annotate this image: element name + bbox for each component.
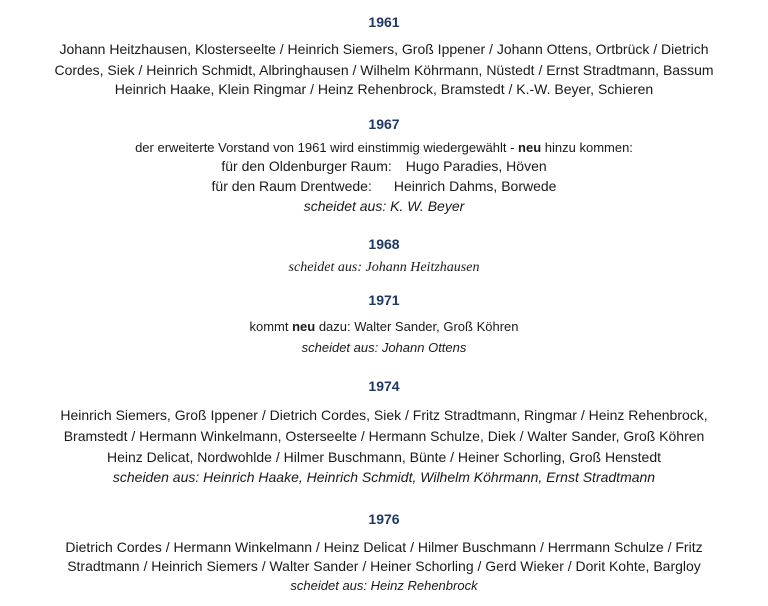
member-line: Heinrich Siemers, Groß Ippener / Dietrich Cordes, Siek / Fritz Stradtmann, Ringmar / Heinz Rehenbrock, bbox=[60, 407, 708, 423]
intro-text: der erweiterte Vorstand von 1961 wird einstimmig wiedergewählt - bbox=[135, 140, 519, 155]
joins-text-end: dazu: Walter Sander, Groß Köhren bbox=[315, 319, 519, 334]
addition-value: Hugo Paradies, Höven bbox=[405, 158, 547, 174]
addition-value: Heinrich Dahms, Borwede bbox=[393, 178, 557, 194]
member-line: Cordes, Siek / Heinrich Schmidt, Albringhausen / Wilhelm Köhrmann, Nüstedt / Ernst Stradtmann, Bassum bbox=[54, 62, 714, 78]
member-line: Johann Heitzhausen, Klosterseelte / Heinrich Siemers, Groß Ippener / Johann Ottens, Ortbrück / Dietrich bbox=[59, 41, 709, 57]
member-line: Heinrich Haake, Klein Ringmar / Heinz Rehenbrock, Bramstedt / K.-W. Beyer, Schieren bbox=[114, 81, 654, 97]
joins-line bbox=[0, 318, 768, 335]
addition-label: für den Oldenburger Raum: bbox=[221, 158, 392, 174]
member-line: Dietrich Cordes / Hermann Winkelmann / Heinz Delicat / Hilmer Buschmann / Herrmann Schulze / Fritz bbox=[65, 539, 703, 555]
leaves-line: scheidet aus: Heinz Rehenbrock bbox=[290, 578, 478, 593]
leaves-line: scheidet aus: Johann Ottens bbox=[301, 340, 467, 355]
addition-row bbox=[0, 158, 768, 175]
year-heading-1968: 1968 bbox=[368, 236, 400, 252]
leaves-line: scheiden aus: Heinrich Haake, Heinrich Schmidt, Wilhelm Köhrmann, Ernst Stradtmann bbox=[112, 469, 656, 485]
year-heading-1967: 1967 bbox=[368, 116, 400, 132]
year-heading-1974: 1974 bbox=[368, 378, 400, 394]
year-heading-1961: 1961 bbox=[368, 14, 400, 30]
addition-row bbox=[0, 178, 768, 195]
member-line: Stradtmann / Heinrich Siemers / Walter Sander / Heiner Schorling / Gerd Wieker / Dorit Kohte, Bargloy bbox=[67, 558, 701, 574]
intro-new: neu bbox=[518, 140, 542, 155]
leaves-line: scheidet aus: K. W. Beyer bbox=[303, 198, 465, 214]
addition-label: für den Raum Drentwede: bbox=[211, 178, 372, 194]
member-line: Heinz Delicat, Nordwohlde / Hilmer Buschmann, Bünte / Heiner Schorling, Groß Henstedt bbox=[106, 449, 662, 465]
leaves-line: scheidet aus: Johann Heitzhausen bbox=[288, 260, 480, 275]
intro-text-end: hinzu kommen: bbox=[541, 140, 633, 155]
year-heading-1976: 1976 bbox=[368, 511, 400, 527]
intro-line bbox=[0, 139, 768, 156]
joins-new: neu bbox=[292, 319, 316, 334]
member-line: Bramstedt / Hermann Winkelmann, Osterseelte / Hermann Schulze, Diek / Walter Sander, Groß Köhren bbox=[63, 428, 705, 444]
joins-text: kommt bbox=[249, 319, 293, 334]
year-heading-1971: 1971 bbox=[368, 292, 400, 308]
